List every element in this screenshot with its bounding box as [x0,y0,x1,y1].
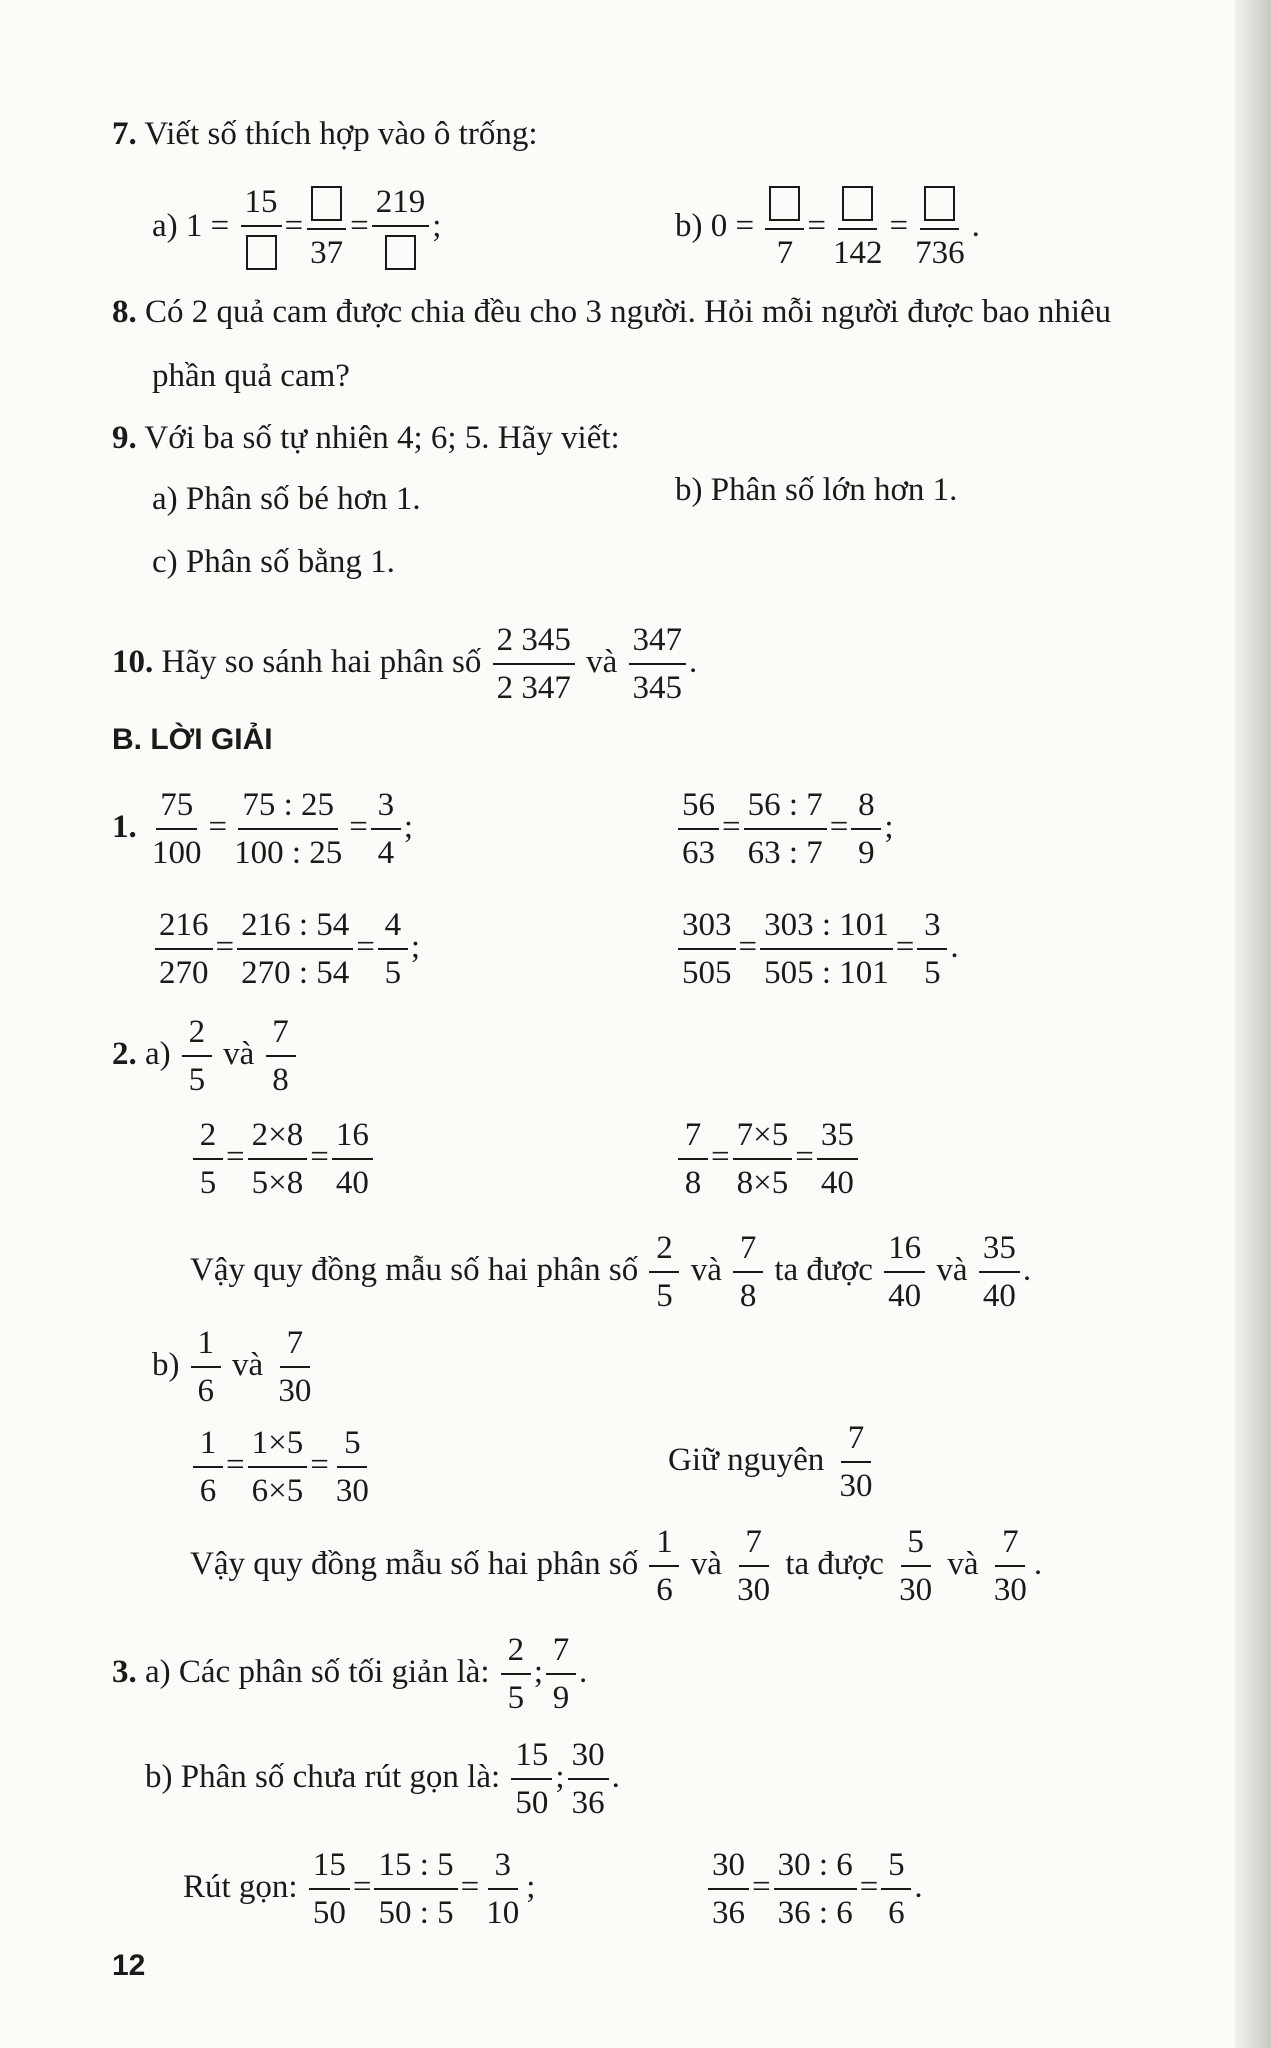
fraction [979,1228,1020,1317]
fraction [371,785,401,874]
fraction-denominator: 8×5 [736,1165,789,1201]
solution-3-reduce-right: $\frac{30}{36}$ = $\frac{30 : 6}{36 : 6}$ = $\frac{5}{6}$ . [705,1845,923,1934]
fraction-numerator: 2 345 [493,620,575,665]
fraction [237,905,353,994]
question-10: 10. Hãy so sánh hai phân số $\frac{2 345}{2 347}$ và $\frac{347}{345}$ . [112,620,697,709]
fraction-numerator: 1×5 [248,1423,308,1468]
fraction-numerator: 8 [851,785,881,830]
solution-2a-header: 2. a) $\frac{2}{5}$ và $\frac{7}{8}$ [112,1012,299,1101]
blank-box [311,186,342,221]
fraction-numerator: 1 [191,1323,221,1368]
section-heading: B. LỜI GIẢI [112,723,273,756]
fraction [649,1522,679,1611]
fraction-denominator: 40 [982,1278,1016,1314]
solution-number: 1. [112,809,137,846]
fraction [155,905,213,994]
fraction [708,1845,749,1934]
fraction [678,905,736,994]
fraction-numerator: 16 [332,1115,373,1160]
fraction-numerator: 35 [979,1228,1020,1273]
question-8-line1 [112,290,1111,334]
fraction [836,1418,877,1507]
fraction-numerator: 2 [182,1012,212,1057]
fraction [372,182,430,274]
fraction-numerator: 15 [309,1845,350,1890]
fraction-denominator: 30 [993,1572,1027,1608]
fraction [629,620,687,709]
fraction [884,1228,925,1317]
fraction-numerator: 2 [501,1630,531,1675]
solution-2b-conclusion: Vậy quy đồng mẫu số hai phân số $\frac{1}{6}$ và $\frac{7}{30}$ ta được $\frac{5}{30}$ và $\frac{7}{30}$ . [190,1522,1042,1611]
fraction-denominator: 5 [656,1278,673,1314]
fraction [733,1115,793,1204]
fraction [649,1228,679,1317]
fraction-numerator [765,182,804,230]
fraction [895,1522,936,1611]
fraction-denominator: 30 [839,1468,873,1504]
fraction [733,1522,774,1611]
fraction-denominator: 100 [152,835,202,871]
fraction-denominator: 10 [486,1895,520,1931]
fraction-numerator: 303 : 101 [760,905,893,950]
page-edge-shadow [1235,0,1271,2048]
solution-2a-left: $\frac{2}{5}$ = $\frac{2\times 8}{5\times 8}$ = $\frac{16}{40}$ [190,1115,376,1204]
question-9c: c) Phân số bằng 1. [152,544,395,580]
solution-2a-conclusion: Vậy quy đồng mẫu số hai phân số $\frac{2}{5}$ và $\frac{7}{8}$ ta được $\frac{16}{40}$ và $\frac{35}{40}$ . [190,1228,1031,1317]
fraction [990,1522,1031,1611]
blank-box [924,186,955,221]
part-label: a) 1 = [152,207,230,244]
question-text: Với ba số tự nhiên 4; 6; 5. Hãy viết: [144,420,620,456]
solution-1-row2-right: $\frac{303}{505}$ = $\frac{303 : 101}{505 : 101}$ = $\frac{3}{5}$ . [675,905,959,994]
solution-3-reduce-left: Rút gọn: $\frac{15}{50}$ = $\frac{15 : 5}{50 : 5}$ = $\frac{3}{10}$ ; [183,1845,535,1934]
solution-number: 3. [112,1654,137,1691]
fraction-numerator: 56 [678,785,719,830]
fraction-denominator: 8 [739,1278,757,1314]
fraction-denominator: 9 [858,835,875,871]
solution-number: 2. [112,1036,137,1073]
fraction [266,1012,296,1101]
fraction [817,1115,858,1204]
fraction-numerator: 7×5 [733,1115,793,1160]
fraction [760,905,893,994]
fraction-denominator: 30 [335,1473,369,1509]
fraction-denominator: 142 [832,235,883,272]
fraction-numerator: 219 [372,182,430,227]
fraction [182,1012,212,1101]
fraction [744,785,827,874]
fraction-numerator: 2×8 [248,1115,308,1160]
fraction-denominator [242,227,281,274]
fraction-numerator: 7 [739,1522,769,1567]
question-9-title [112,416,620,460]
question-7a: a) 1 = 15 = 37 = 219 ; [152,182,441,274]
question-number: 10. [112,644,154,681]
blank-box [385,235,416,270]
fraction-numerator [838,182,877,230]
fraction [332,1423,373,1512]
fraction [482,1845,523,1934]
fraction-numerator: 3 [371,785,401,830]
fraction-numerator [307,182,346,230]
fraction-numerator [920,182,959,230]
fraction-denominator: 6 [197,1373,214,1409]
fraction [568,1735,609,1824]
question-7b: b) 0 = 7 = 142 = 736 . [675,182,980,274]
fraction-denominator: 6×5 [251,1473,304,1509]
fraction [193,1423,223,1512]
fraction-denominator: 6 [199,1473,217,1509]
fraction-denominator: 5 [507,1680,525,1716]
fraction-denominator: 40 [335,1165,369,1201]
fraction-denominator: 505 : 101 [764,955,889,991]
blank-box [769,186,800,221]
fraction [193,1115,223,1204]
solution-1-row1-left: 1. $\frac{75}{100}$ = $\frac{75 : 25}{100 : 25}$ = $\frac{3}{4}$ ; [112,785,413,874]
fraction [829,182,887,274]
question-8-line2: phần quả cam? [152,358,350,394]
fraction-numerator: 216 : 54 [237,905,353,950]
fraction [274,1323,315,1412]
fraction-numerator: 7 [995,1522,1025,1567]
fraction-numerator: 347 [629,620,687,665]
fraction-numerator: 56 : 7 [744,785,827,830]
fraction [911,182,969,274]
fraction-numerator: 75 [156,785,197,830]
fraction-denominator: 8 [684,1165,702,1201]
fraction [248,1423,308,1512]
fraction-numerator: 35 [817,1115,858,1160]
fraction [678,1115,708,1204]
fraction-denominator: 63 : 7 [747,835,823,871]
blank-box [246,235,277,270]
fraction-denominator: 6 [656,1572,673,1608]
fraction [733,1228,763,1317]
solution-3b: b) Phân số chưa rút gọn là: $\frac{15}{50}$ ; $\frac{30}{36}$ . [145,1735,620,1824]
fraction-denominator: 345 [632,670,683,706]
fraction-numerator: 7 [280,1323,310,1368]
fraction-denominator: 50 [515,1785,549,1821]
fraction [374,1845,457,1934]
fraction [546,1630,576,1719]
fraction [917,905,947,994]
fraction-numerator: 7 [733,1228,763,1273]
fraction-denominator: 736 [915,235,965,272]
part-label: b) 0 = [675,207,755,244]
fraction [493,620,575,709]
fraction-denominator: 5 [199,1165,217,1201]
fraction-numerator: 1 [193,1423,223,1468]
fraction-numerator: 16 [884,1228,925,1273]
fraction [191,1323,221,1412]
fraction-denominator [381,227,420,274]
fraction-denominator: 5 [924,955,941,991]
question-text: Có 2 quả cam được chia đều cho 3 người. Hỏi mỗi người được bao nhiêu [145,294,1112,330]
fraction-numerator: 4 [378,905,408,950]
fraction-denominator: 5 [188,1062,206,1098]
page-number: 12 [112,1949,146,1982]
fraction [148,785,206,874]
blank-box [842,186,873,221]
fraction [501,1630,531,1719]
fraction-denominator: 9 [552,1680,570,1716]
question-number: 8. [112,294,137,330]
fraction-numerator: 7 [546,1630,576,1675]
fraction-denominator: 50 [312,1895,346,1931]
fraction-denominator: 270 : 54 [241,955,350,991]
fraction [774,1845,857,1934]
fraction [241,182,282,274]
fraction [851,785,881,874]
fraction-numerator: 30 [568,1735,609,1780]
fraction-numerator: 303 [678,905,736,950]
fraction-numerator: 7 [841,1418,871,1463]
fraction-denominator: 270 [159,955,209,991]
fraction-numerator: 7 [266,1012,296,1057]
solution-2b-right: Giữ nguyên $\frac{7}{30}$ [668,1418,880,1507]
fraction [678,785,719,874]
solution-1-row2-left: $\frac{216}{270}$ = $\frac{216 : 54}{270 : 54}$ = $\frac{4}{5}$ ; [152,905,420,994]
fraction-numerator: 5 [881,1845,911,1890]
fraction [511,1735,552,1824]
fraction-denominator: 6 [888,1895,905,1931]
question-number: 9. [112,420,137,456]
fraction-denominator: 30 [899,1572,933,1608]
fraction-numerator: 30 : 6 [774,1845,857,1890]
fraction-numerator: 15 : 5 [374,1845,457,1890]
fraction-denominator: 30 [737,1572,771,1608]
fraction [765,182,804,274]
fraction-denominator: 5 [384,955,402,991]
fraction-numerator: 7 [678,1115,708,1160]
fraction-denominator: 2 347 [496,670,571,706]
fraction-numerator: 75 : 25 [238,785,338,830]
fraction-denominator: 37 [310,235,344,272]
fraction-denominator: 7 [776,235,794,272]
fraction-denominator: 5×8 [251,1165,304,1201]
fraction-numerator: 30 [708,1845,749,1890]
fraction [248,1115,308,1204]
solution-3a: 3. a) Các phân số tối giản là: $\frac{2}{5}$ ; $\frac{7}{9}$ . [112,1630,587,1719]
fraction-denominator: 8 [272,1062,289,1098]
fraction [230,785,346,874]
fraction-denominator: 36 [571,1785,605,1821]
fraction-numerator: 15 [511,1735,552,1780]
fraction-numerator: 5 [901,1522,931,1567]
question-9a: a) Phân số bé hơn 1. [152,481,421,517]
fraction [881,1845,911,1934]
fraction-denominator: 30 [278,1373,312,1409]
fraction-numerator: 2 [193,1115,223,1160]
fraction-numerator: 15 [241,182,282,227]
question-text: Viết số thích hợp vào ô trống: [144,116,538,152]
fraction-denominator: 50 : 5 [378,1895,454,1931]
fraction-denominator: 36 [712,1895,745,1931]
fraction-numerator: 3 [488,1845,518,1890]
fraction-denominator: 40 [820,1165,854,1201]
solution-2a-right: $\frac{7}{8}$ = $\frac{7\times 5}{8\times 5}$ = $\frac{35}{40}$ [675,1115,861,1204]
fraction-denominator: 36 : 6 [777,1895,853,1931]
solution-1-row1-right: $\frac{56}{63}$ = $\frac{56 : 7}{63 : 7}$ = $\frac{8}{9}$ ; [675,785,894,874]
question-number: 7. [112,116,137,152]
fraction [332,1115,373,1204]
fraction-numerator: 2 [649,1228,679,1273]
fraction-denominator: 40 [888,1278,922,1314]
question-text: Hãy so sánh hai phân số [161,644,482,681]
fraction-denominator: 63 [682,835,715,871]
fraction-numerator: 216 [155,905,213,950]
solution-2b-header: b) $\frac{1}{6}$ và $\frac{7}{30}$ [152,1323,318,1412]
solution-2b-left: $\frac{1}{6}$ = $\frac{1\times 5}{6\times 5}$ = $\frac{5}{30}$ [190,1423,376,1512]
fraction-denominator: 100 : 25 [234,835,343,871]
fraction-denominator: 505 [682,955,732,991]
question-7-title [112,112,538,156]
fraction [306,182,347,274]
fraction [378,905,408,994]
fraction-numerator: 3 [917,905,947,950]
fraction-numerator: 1 [649,1522,679,1567]
question-9b: b) Phân số lớn hơn 1. [675,472,958,508]
fraction [309,1845,350,1934]
fraction-denominator: 4 [377,835,395,871]
fraction-numerator: 5 [337,1423,367,1468]
